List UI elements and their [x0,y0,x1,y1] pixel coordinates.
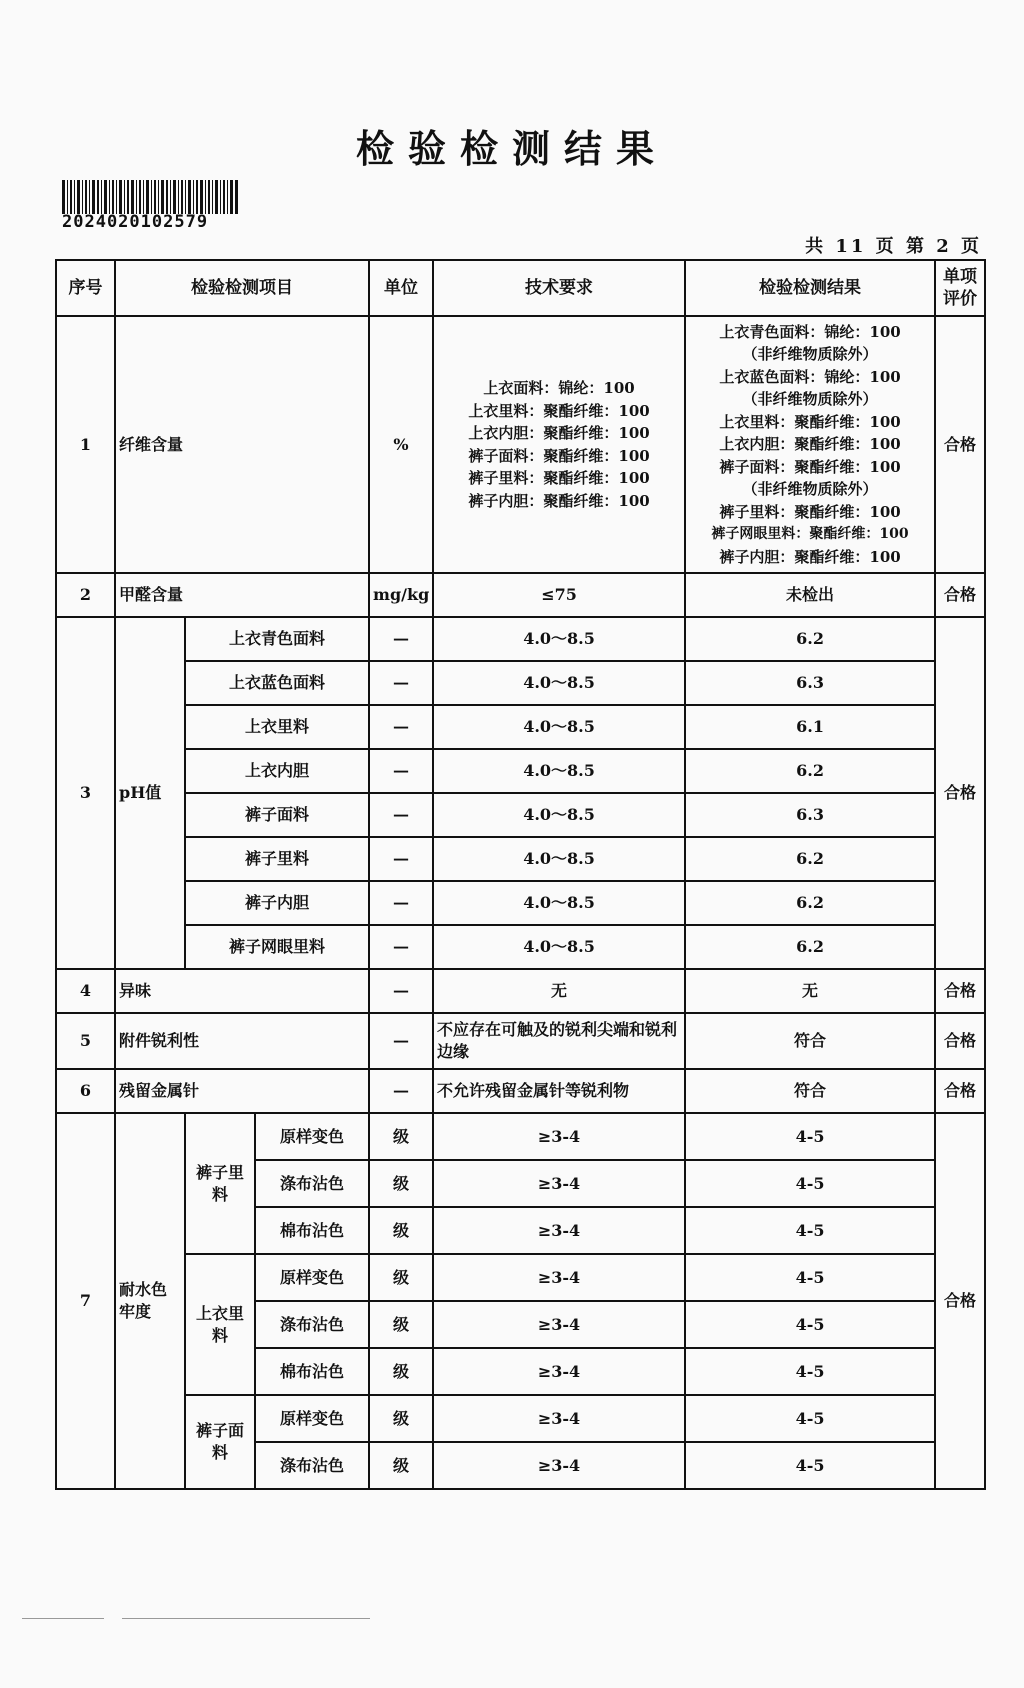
result-cell: 6.2 [685,881,935,925]
sub-item-cell: 原样变色 [255,1254,369,1301]
eval-cell: 合格 [935,1013,985,1069]
header-seq: 序号 [56,260,115,316]
sub-item-cell: 原样变色 [255,1395,369,1442]
result-cell: 未检出 [685,573,935,617]
item-cell: 异味 [115,969,369,1013]
result-cell: 上衣青色面料：锦纶：100 （非纤维物质除外） 上衣蓝色面料：锦纶：100 （非纤维物质除外） 上衣里料：聚酯纤维：100 上衣内胆：聚酯纤维：100 裤子面料：聚酯纤维：100 （非纤维物质除外） 裤子里料：聚酯纤维：100 裤子网眼里料：聚酯纤维：100 裤子内胆：聚酯纤维：100 [685,316,935,573]
table-row [56,837,985,881]
result-cell: 6.1 [685,705,935,749]
unit-cell: — [369,661,433,705]
requirement-cell: ≥3-4 [433,1254,685,1301]
requirement-cell: 4.0～8.5 [433,881,685,925]
requirement-cell: ≥3-4 [433,1442,685,1489]
table-row [56,705,985,749]
result-cell: 4-5 [685,1442,935,1489]
sub-item-cell: 原样变色 [255,1113,369,1160]
requirement-cell: 4.0～8.5 [433,925,685,969]
requirement-cell: 无 [433,969,685,1013]
eval-cell: 合格 [935,617,985,969]
eval-cell: 合格 [935,316,985,573]
page-info: 共 11 页 第 2 页 [805,236,982,257]
unit-cell: % [369,316,433,573]
result-cell: 6.2 [685,617,935,661]
group-cell: 裤子面料 [185,1395,255,1489]
barcode-icon [62,180,238,214]
unit-cell: 级 [369,1301,433,1348]
item-cell: 附件锐利性 [115,1013,369,1069]
requirement-cell: ≥3-4 [433,1301,685,1348]
sub-item-cell: 裤子里料 [185,837,369,881]
unit-cell: — [369,969,433,1013]
requirement-cell: 上衣面料：锦纶：100 上衣里料：聚酯纤维：100 上衣内胆：聚酯纤维：100 裤子面料：聚酯纤维：100 裤子里料：聚酯纤维：100 裤子内胆：聚酯纤维：100 [433,316,685,573]
header-eval: 单项评价 [935,260,985,316]
table-row [56,1069,985,1113]
sub-item-cell: 上衣里料 [185,705,369,749]
requirement-cell: ≥3-4 [433,1395,685,1442]
header-unit: 单位 [369,260,433,316]
sub-item-cell: 涤布沾色 [255,1160,369,1207]
unit-cell: 级 [369,1254,433,1301]
sub-item-cell: 上衣蓝色面料 [185,661,369,705]
result-cell: 4-5 [685,1395,935,1442]
unit-cell: — [369,705,433,749]
result-cell: 4-5 [685,1254,935,1301]
unit-cell: 级 [369,1395,433,1442]
result-cell: 4-5 [685,1113,935,1160]
header-result: 检验检测结果 [685,260,935,316]
table-row [56,749,985,793]
result-cell: 4-5 [685,1207,935,1254]
sub-item-cell: 涤布沾色 [255,1301,369,1348]
requirement-cell: 4.0～8.5 [433,793,685,837]
requirement-cell: ≥3-4 [433,1113,685,1160]
unit-cell: — [369,749,433,793]
table-row [56,925,985,969]
unit-cell: — [369,617,433,661]
unit-cell: 级 [369,1113,433,1160]
table-row [56,1113,985,1160]
result-cell: 符合 [685,1013,935,1069]
table-row [56,661,985,705]
sub-item-cell: 棉布沾色 [255,1207,369,1254]
item-cell: 纤维含量 [115,316,369,573]
table-row [56,881,985,925]
result-cell: 符合 [685,1069,935,1113]
requirement-cell: 4.0～8.5 [433,837,685,881]
item-cell: 甲醛含量 [115,573,369,617]
result-cell: 无 [685,969,935,1013]
requirement-cell: 4.0～8.5 [433,749,685,793]
requirement-cell: 4.0～8.5 [433,617,685,661]
unit-cell: 级 [369,1160,433,1207]
requirement-cell: 4.0～8.5 [433,661,685,705]
header-row [56,260,985,316]
eval-cell: 合格 [935,969,985,1013]
seq-cell: 5 [56,1013,115,1069]
seq-cell: 7 [56,1113,115,1489]
requirement-cell: ≥3-4 [433,1160,685,1207]
unit-cell: — [369,837,433,881]
table-row [56,617,985,661]
result-cell: 4-5 [685,1160,935,1207]
footer-rule [22,1618,104,1619]
unit-cell: mg/kg [369,573,433,617]
table-row [56,1395,985,1442]
unit-cell: 级 [369,1442,433,1489]
unit-cell: 级 [369,1207,433,1254]
seq-cell: 3 [56,617,115,969]
header-item: 检验检测项目 [115,260,369,316]
unit-cell: — [369,881,433,925]
result-cell: 4-5 [685,1301,935,1348]
sub-item-cell: 棉布沾色 [255,1348,369,1395]
sub-item-cell: 上衣内胆 [185,749,369,793]
seq-cell: 6 [56,1069,115,1113]
result-cell: 6.2 [685,925,935,969]
table-row [56,969,985,1013]
result-cell: 6.2 [685,837,935,881]
sub-item-cell: 上衣青色面料 [185,617,369,661]
requirement-cell: 不允许残留金属针等锐利物 [433,1069,685,1113]
seq-cell: 4 [56,969,115,1013]
unit-cell: — [369,793,433,837]
requirement-cell: ≤75 [433,573,685,617]
group-cell: 裤子里料 [185,1113,255,1254]
sub-item-cell: 涤布沾色 [255,1442,369,1489]
sub-item-cell: 裤子内胆 [185,881,369,925]
item-cell: pH值 [115,617,185,969]
requirement-cell: ≥3-4 [433,1207,685,1254]
table-row [56,793,985,837]
eval-cell: 合格 [935,1069,985,1113]
table-row [56,573,985,617]
page-title: 检验检测结果 [355,127,668,171]
unit-cell: — [369,1013,433,1069]
item-cell: 耐水色牢度 [115,1113,185,1489]
sub-item-cell: 裤子网眼里料 [185,925,369,969]
result-cell: 6.3 [685,661,935,705]
table-row [56,1013,985,1069]
seq-cell: 1 [56,316,115,573]
header-req: 技术要求 [433,260,685,316]
unit-cell: — [369,925,433,969]
report-code: 2024020102579 [62,212,209,232]
seq-cell: 2 [56,573,115,617]
requirement-cell: 4.0～8.5 [433,705,685,749]
group-cell: 上衣里料 [185,1254,255,1395]
eval-cell: 合格 [935,1113,985,1489]
item-cell: 残留金属针 [115,1069,369,1113]
result-cell: 4-5 [685,1348,935,1395]
unit-cell: 级 [369,1348,433,1395]
unit-cell: — [369,1069,433,1113]
footer-rule [122,1618,370,1619]
table-row [56,1254,985,1301]
requirement-cell: 不应存在可触及的锐利尖端和锐利边缘 [433,1013,685,1069]
table-row [56,316,985,573]
result-cell: 6.3 [685,793,935,837]
sub-item-cell: 裤子面料 [185,793,369,837]
result-cell: 6.2 [685,749,935,793]
requirement-cell: ≥3-4 [433,1348,685,1395]
results-table [55,259,986,1490]
eval-cell: 合格 [935,573,985,617]
